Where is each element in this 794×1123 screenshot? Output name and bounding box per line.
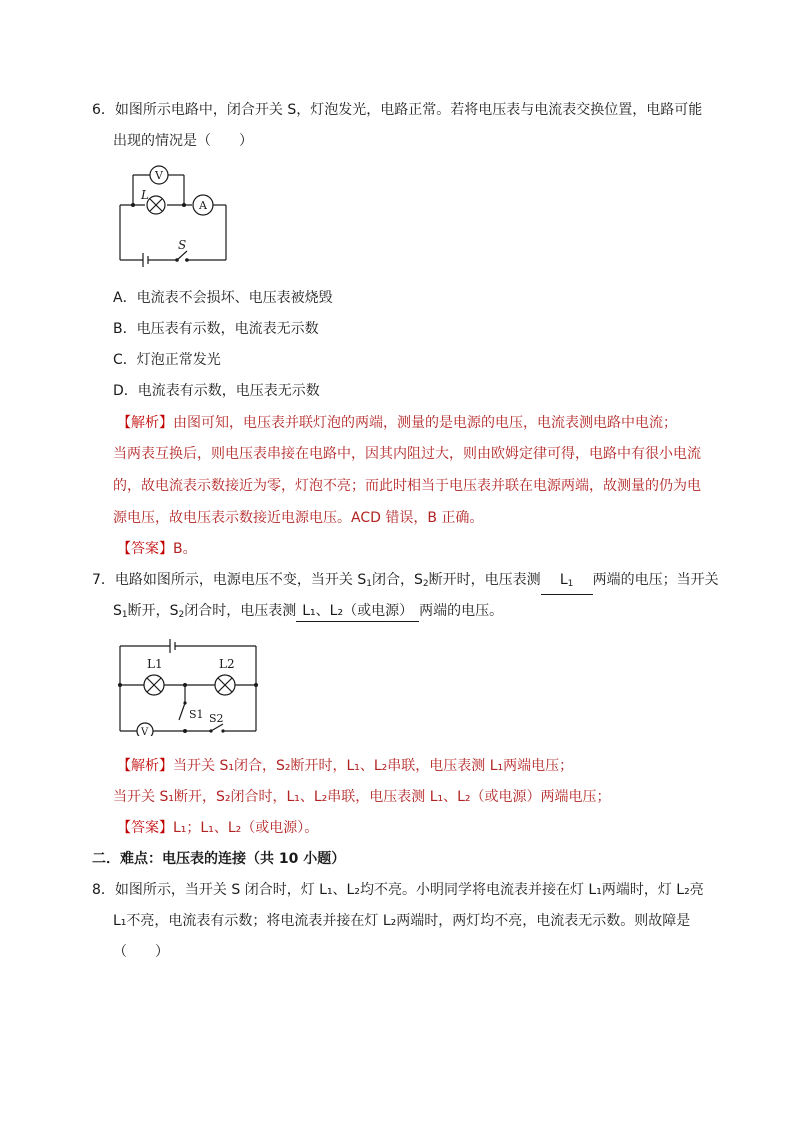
q6-switch-label: S [178, 238, 187, 252]
q7-line2-c: 闭合时，电压表测 [184, 603, 297, 619]
q7-stem-line1 [92, 570, 719, 595]
q7-sub2: 2 [422, 579, 429, 589]
q6-answer-tag: 【答案】 [117, 541, 173, 557]
q6-analysis-line1 [117, 413, 677, 433]
q7-answer-line [117, 818, 318, 838]
q6-analysis-line3: 的，故电流表示数接近为零，灯泡不亮；而此时相当于电压表并联在电源两端，故测量的仍为电 [113, 478, 701, 494]
q8-stem-line2: L₁不亮，电流表有示数；将电流表并接在灯 L₂两端时，两灯均不亮，电流表无示数。则故障是 [113, 913, 691, 929]
q7-line2-a: S [113, 603, 122, 619]
q7-blank1-main: L [559, 572, 568, 588]
q6-answer-line [117, 539, 197, 559]
q6-answer: B。 [173, 541, 197, 557]
q7-answer: L₁；L₁、L₂（或电源）。 [173, 820, 319, 836]
q7-analysis-line2: 当开关 S₁断开，S₂闭合时，L₁、L₂串联，电压表测 L₁、L₂（或电源）两端电压； [113, 789, 611, 805]
q7-stem-a: 7．电路如图所示，电源电压不变，当开关 S [92, 572, 367, 588]
q7-stem-e: ；当开关 [662, 572, 719, 588]
q7-stem-b: 闭合，S [371, 572, 423, 588]
q7-lamp1-label: L1 [147, 657, 163, 671]
q7-line2-d: 两端的电压。 [419, 603, 504, 619]
q6-analysis-tag: 【解析】 [117, 415, 173, 431]
q7-line2-sub2: 2 [178, 610, 185, 620]
q7-blank1 [541, 570, 593, 595]
q6-analysis-line2: 当两表互换后，则电压表串接在电路中，因其内阻过大，则由欧姆定律可得，电路中有很小电流 [113, 446, 701, 462]
q7-switch1-label: S1 [189, 708, 204, 721]
q7-circuit-diagram [115, 636, 265, 736]
section2-heading: 二．难点：电压表的连接（共 10 小题） [92, 851, 346, 867]
q7-answer-tag: 【答案】 [117, 820, 173, 836]
q7-blank1-sub: 1 [567, 579, 574, 589]
q6-option-a: A．电流表不会损坏、电压表被烧毁 [113, 290, 333, 306]
q7-line2-sub1: 1 [121, 610, 128, 620]
q7-line2-b: 断开，S [127, 603, 179, 619]
q7-blank2: L₁、L₂（或电源） [296, 601, 419, 622]
q6-stem-line2: 出现的情况是（ ） [113, 133, 253, 149]
q6-voltmeter-label: V [155, 169, 163, 182]
q7-analysis-tag: 【解析】 [117, 758, 173, 774]
q7-stem-line2 [113, 601, 503, 625]
q6-analysis-line4: 源电压，故电压表示数接近电源电压。ACD 错误，B 正确。 [113, 510, 484, 526]
q6-circuit-diagram [115, 163, 235, 273]
q6-analysis-text: 由图可知，电压表并联灯泡的两端，测量的是电源的电压，电流表测电路中电流； [173, 415, 677, 431]
q7-stem-d: 两端的电压 [592, 572, 663, 588]
q6-lamp-label: L [141, 188, 149, 202]
q8-stem-line1: 8．如图所示，当开关 S 闭合时，灯 L₁、L₂均不亮。小明同学将电流表并接在灯 L₁两端时，灯 L₂亮 [92, 882, 704, 898]
q7-voltmeter-label: V [141, 727, 149, 736]
q7-sub1: 1 [366, 579, 372, 589]
q6-option-c: C．灯泡正常发光 [113, 352, 221, 368]
q6-option-d: D．电流表有示数，电压表无示数 [113, 383, 320, 399]
q7-analysis-line1 [117, 756, 573, 776]
q6-stem-line1: 6．如图所示电路中，闭合开关 S，灯泡发光，电路正常。若将电压表与电流表交换位置，电路可能 [92, 102, 703, 118]
q6-ammeter-label: A [199, 199, 207, 212]
q6-option-b: B．电压表有示数，电流表无示数 [113, 321, 319, 337]
q7-analysis-text1: 当开关 S₁闭合，S₂断开时，L₁、L₂串联，电压表测 L₁两端电压； [173, 758, 574, 774]
q7-switch2-label: S2 [209, 712, 224, 725]
q8-stem-line3: （ ） [113, 944, 169, 960]
q7-lamp2-label: L2 [219, 657, 235, 671]
q7-stem-c: 断开时，电压表测 [428, 572, 541, 588]
